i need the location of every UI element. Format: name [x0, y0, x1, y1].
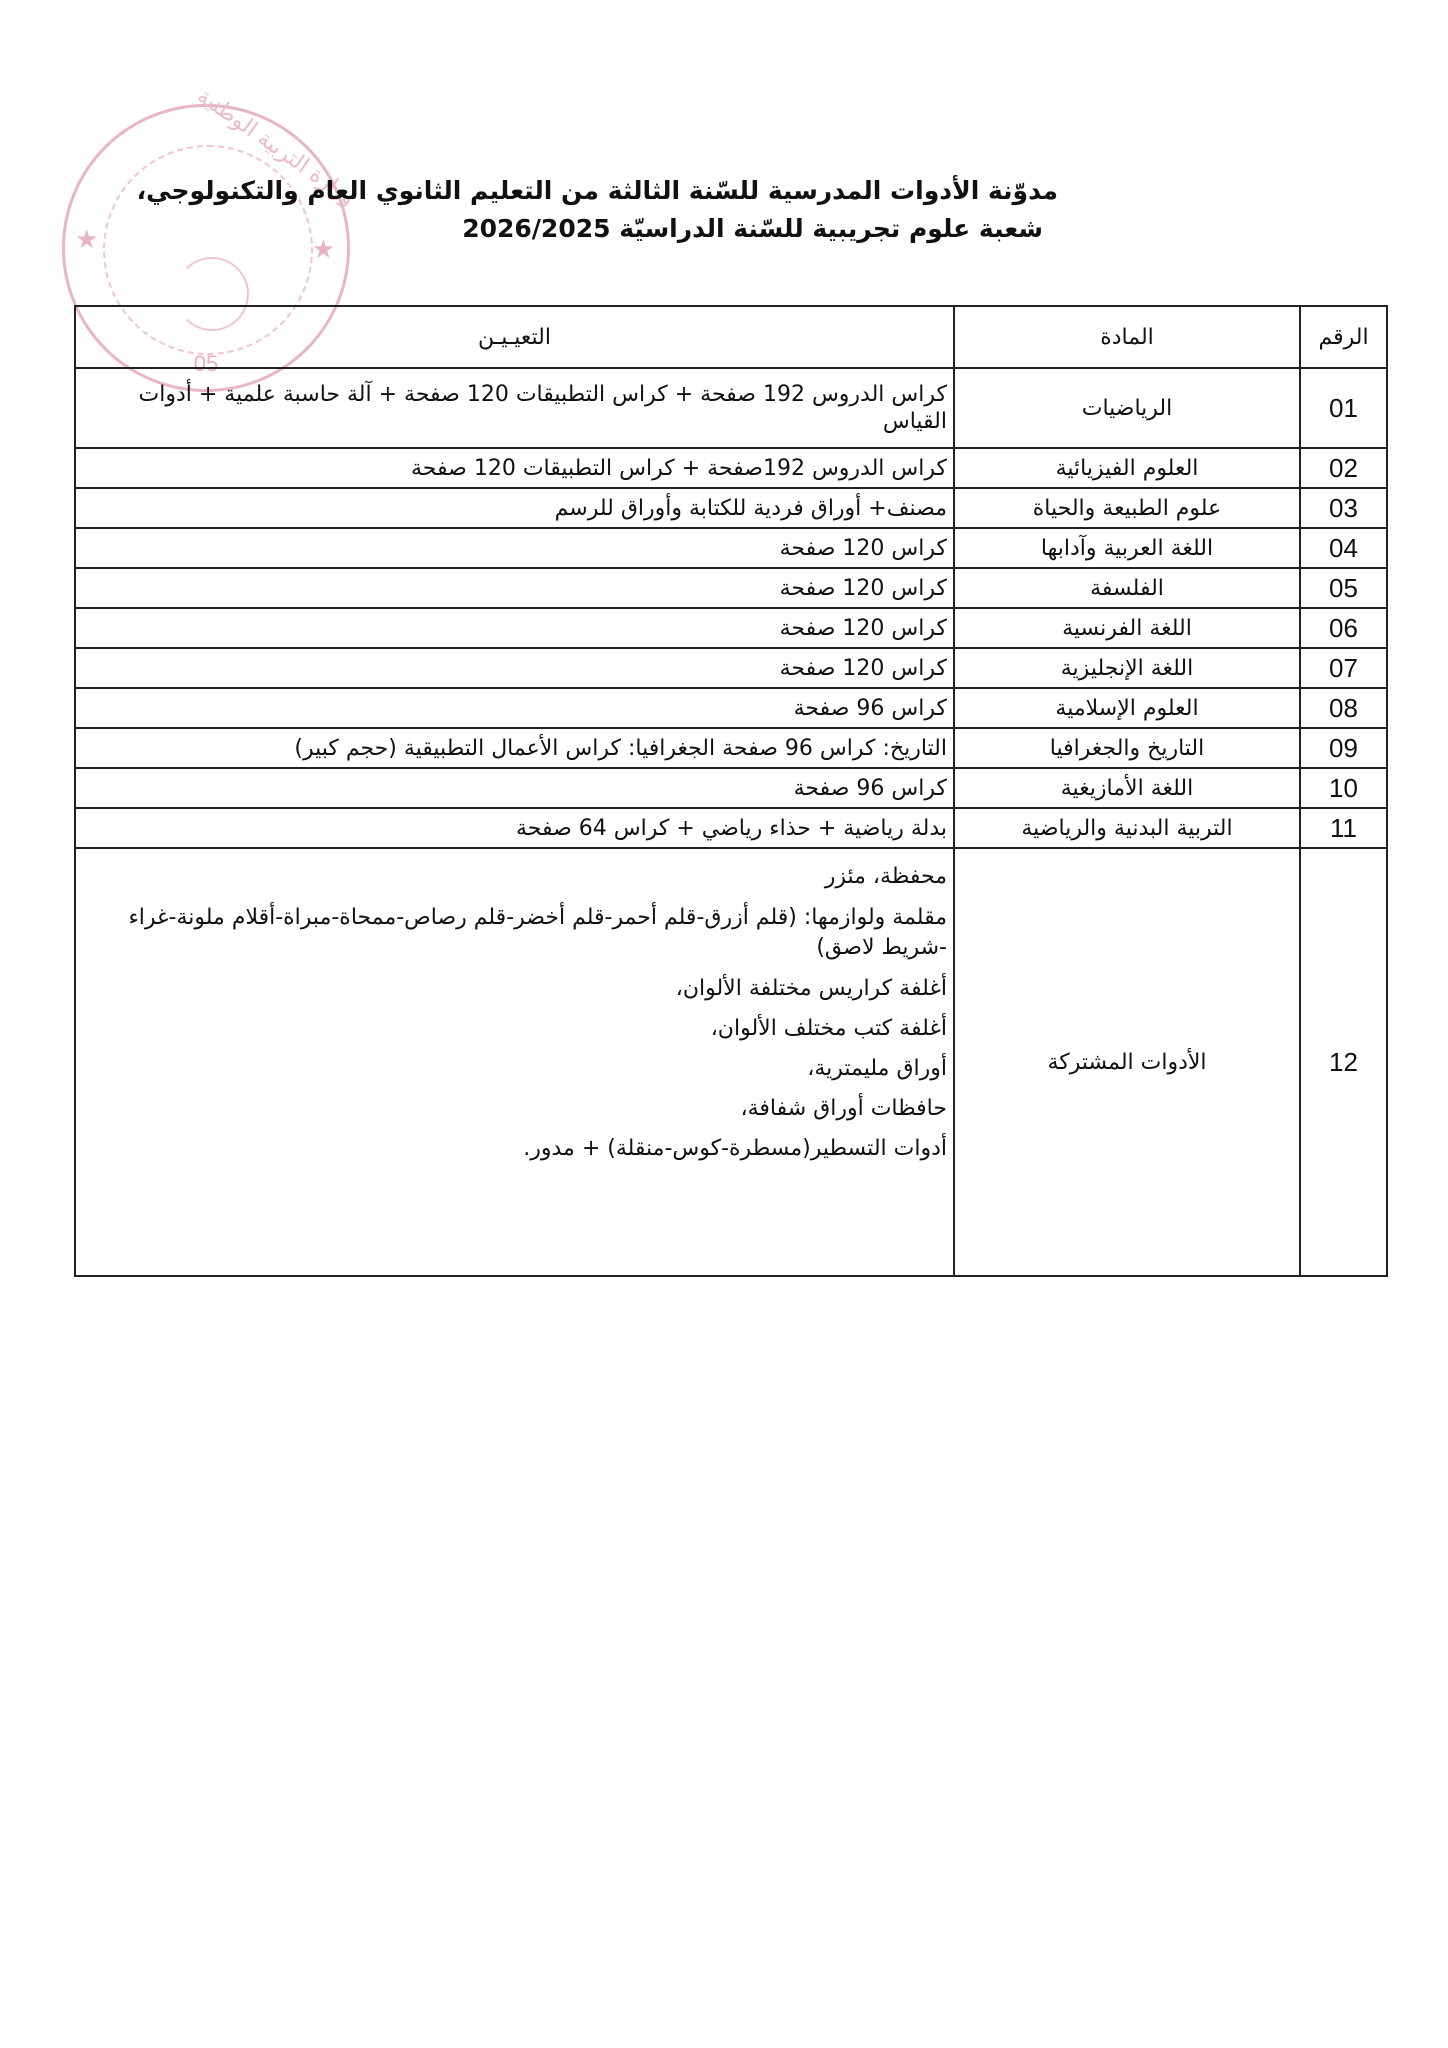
common-supply-item: حافظات أوراق شفافة،	[740, 1096, 947, 1121]
table-row	[75, 768, 1387, 808]
table-row	[75, 608, 1387, 648]
row-number: 03	[1300, 488, 1387, 528]
row-number: 01	[1300, 368, 1387, 448]
common-supply-item: أغلفة كتب مختلف الألوان،	[710, 1016, 947, 1041]
stamp-number: 05	[193, 351, 219, 376]
header-designation: التعيـيـن	[75, 306, 954, 368]
row-subject: اللغة الإنجليزية	[954, 648, 1300, 688]
row-designation: مصنف+ أوراق فردية للكتابة وأوراق للرسم	[75, 488, 954, 528]
row-subject: التربية البدنية والرياضية	[954, 808, 1300, 848]
row-subject: العلوم الفيزيائية	[954, 448, 1300, 488]
row-number: 06	[1300, 608, 1387, 648]
common-supplies-list	[75, 848, 954, 1276]
row-number: 09	[1300, 728, 1387, 768]
table-row	[75, 488, 1387, 528]
row-designation: كراس 96 صفحة	[75, 688, 954, 728]
document-title-line2: شعبة علوم تجريبية للسّنة الدراسيّة 2026/2025	[462, 214, 1043, 243]
row-subject: العلوم الإسلامية	[954, 688, 1300, 728]
header-number: الرقم	[1300, 306, 1387, 368]
table-row	[75, 808, 1387, 848]
table-row	[75, 368, 1387, 448]
table-row-common-supplies	[75, 848, 1387, 1276]
supplies-table	[74, 305, 1388, 1277]
row-designation: كراس 120 صفحة	[75, 648, 954, 688]
common-supply-item: محفظة، مئزر	[824, 864, 947, 889]
table-row	[75, 568, 1387, 608]
common-supply-item: أوراق مليمترية،	[807, 1056, 947, 1081]
row-subject: الأدوات المشتركة	[954, 848, 1300, 1276]
header-subject: المادة	[954, 306, 1300, 368]
row-subject: الفلسفة	[954, 568, 1300, 608]
common-supply-item: مقلمة ولوازمها: (قلم أزرق-قلم أحمر-قلم أخضر-قلم رصاص-ممحاة-مبراة-أقلام ملونة-غراء -شريط لاصق)	[128, 905, 947, 960]
row-number: 05	[1300, 568, 1387, 608]
row-designation: بدلة رياضية + حذاء رياضي + كراس 64 صفحة	[75, 808, 954, 848]
table-row	[75, 448, 1387, 488]
row-designation: كراس الدروس 192صفحة + كراس التطبيقات 120 صفحة	[75, 448, 954, 488]
star-icon: ★	[75, 225, 99, 255]
row-number: 12	[1300, 848, 1387, 1276]
row-designation: كراس 96 صفحة	[75, 768, 954, 808]
row-designation: كراس 120 صفحة	[75, 608, 954, 648]
document-title-line1: مدوّنة الأدوات المدرسية للسّنة الثالثة من التعليم الثانوي العام والتكنولوجي،	[136, 176, 1058, 205]
row-designation: كراس الدروس 192 صفحة + كراس التطبيقات 120 صفحة + آلة حاسبة علمية + أدوات القياس	[75, 368, 954, 448]
star-icon: ★	[311, 235, 335, 265]
row-designation: كراس 120 صفحة	[75, 528, 954, 568]
stamp-arc-text: وزارة التربية الوطنية	[192, 83, 360, 211]
row-number: 07	[1300, 648, 1387, 688]
row-subject: الرياضيات	[954, 368, 1300, 448]
table-row	[75, 688, 1387, 728]
table-header-row	[75, 306, 1387, 368]
row-number: 02	[1300, 448, 1387, 488]
common-supply-item: أدوات التسطير(مسطرة-كوس-منقلة) + مدور.	[523, 1136, 947, 1161]
row-designation: كراس 120 صفحة	[75, 568, 954, 608]
row-subject: اللغة العربية وآدابها	[954, 528, 1300, 568]
row-subject: علوم الطبيعة والحياة	[954, 488, 1300, 528]
row-subject: التاريخ والجغرافيا	[954, 728, 1300, 768]
row-number: 08	[1300, 688, 1387, 728]
table-row	[75, 648, 1387, 688]
row-number: 04	[1300, 528, 1387, 568]
row-subject: اللغة الفرنسية	[954, 608, 1300, 648]
table-row	[75, 528, 1387, 568]
row-subject: اللغة الأمازيغية	[954, 768, 1300, 808]
table-row	[75, 728, 1387, 768]
row-number: 10	[1300, 768, 1387, 808]
row-designation: التاريخ: كراس 96 صفحة الجغرافيا: كراس الأعمال التطبيقية (حجم كبير)	[75, 728, 954, 768]
row-number: 11	[1300, 808, 1387, 848]
common-supply-item: أغلفة كراريس مختلفة الألوان،	[675, 976, 947, 1001]
